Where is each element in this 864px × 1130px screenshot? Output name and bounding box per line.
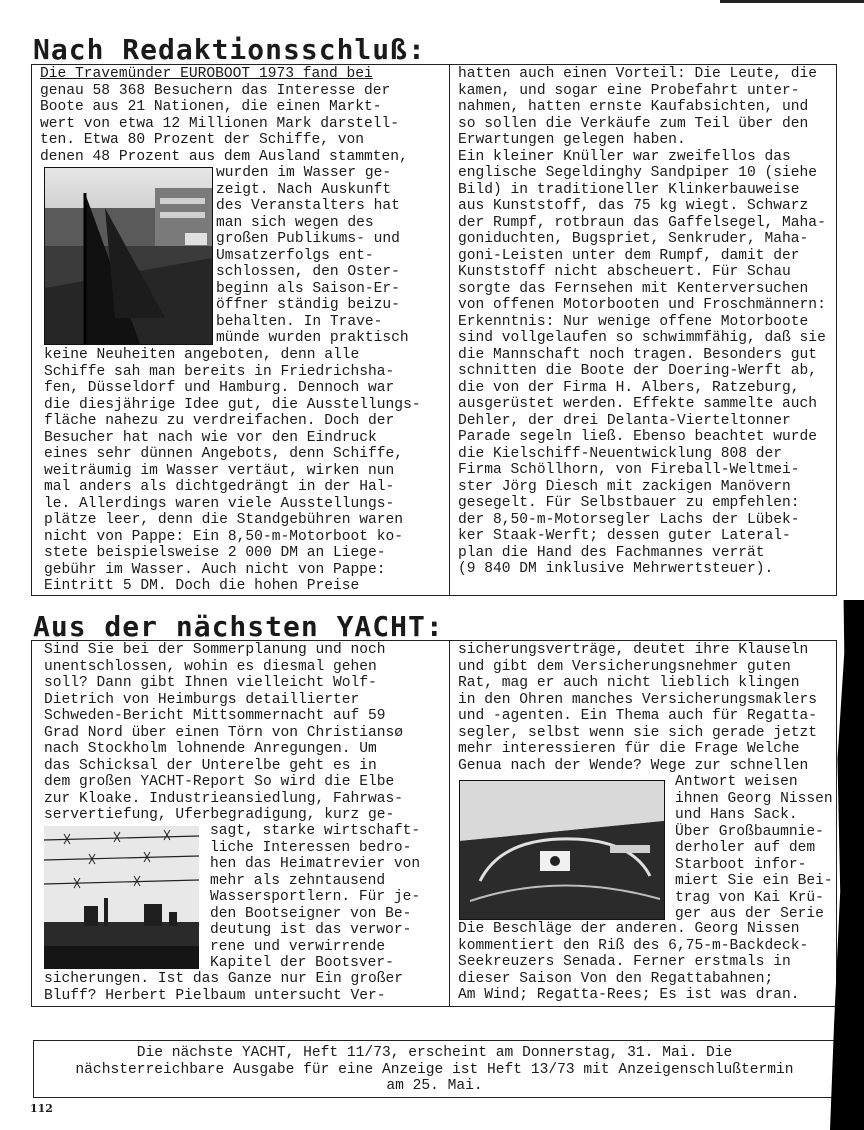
section1-col1-bottom — [44, 347, 421, 595]
text-line: Die Travemünder EUROBOOT 1973 fand bei — [40, 66, 373, 82]
text-line: sicherungen. Ist das Ganze nur Ein großer — [44, 971, 404, 987]
text-line: Ein kleiner Knüller war zweifellos das — [458, 148, 791, 165]
text-line: und -agenten. Ein Thema auch für Regatta- — [458, 708, 818, 724]
text-line: fen, Düsseldorf und Hamburg. Dennoch war — [44, 380, 395, 396]
text-line: Genua nach der Wende? Wege zur schnellen — [458, 757, 809, 774]
text-line: Erkenntnis: Nur wenige offene Motorboote — [458, 313, 809, 330]
text-line: der Rumpf, rotbraun das Gaffelsegel, Maha- — [458, 214, 826, 231]
text-line: hen das Heimatrevier von — [210, 856, 421, 872]
text-line: keine Neuheiten angeboten, denn alle — [44, 347, 360, 363]
notice-line: nächsterreichbare Ausgabe für eine Anzeige ist Heft 13/73 mit Anzeigenschlußtermin — [75, 1061, 794, 1078]
text-line: mal anders als dichtgedrängt in der Hal- — [44, 479, 395, 495]
text-line: münde wurden praktisch — [216, 330, 409, 346]
text-line: unentschlossen, wohin es diesmal gehen — [44, 658, 377, 675]
page-number: 112 — [30, 1102, 53, 1115]
text-line: sorgte das Fernsehen mit Kenterversuchen — [458, 280, 809, 297]
text-line: eines sehr dünnen Angebots, denn Schiffe, — [44, 446, 404, 462]
text-line: Dietrich von Heimburgs detaillierter — [44, 691, 360, 708]
text-line: der 8,50-m-Motorsegler Lachs der Lübek- — [458, 511, 800, 528]
text-line: Erwartungen gelegen haben. — [458, 132, 686, 148]
harbor-boat-illustration — [45, 168, 212, 344]
text-line: beginn als Saison-Er- — [216, 280, 400, 297]
text-line: fläche nahezu zu verdreifachen. Doch der — [44, 413, 395, 429]
text-line: Umsatzerfolgs ent- — [216, 247, 374, 264]
text-line: kamen, und sogar eine Probefahrt unter- — [458, 82, 800, 99]
text-line: wurden im Wasser ge- — [216, 165, 392, 181]
next-issue-notice — [33, 1040, 836, 1098]
text-line: ten. Etwa 80 Prozent der Schiffe, von — [40, 132, 365, 148]
text-line: Firma Schöllhorn, von Fireball-Weltmei- — [458, 462, 800, 478]
text-line: derholer auf dem — [675, 840, 816, 856]
section2-title: Aus der nächsten YACHT: — [33, 610, 444, 643]
text-line: Am Wind; Regatta-Rees; Es ist was dran. — [458, 987, 800, 1003]
text-line: die von der Firma H. Albers, Ratzeburg, — [458, 379, 800, 396]
section2-col2-wrap — [675, 774, 833, 923]
text-line: Wassersportlern. Für je- — [210, 889, 421, 905]
notice-line: am 25. Mai. — [386, 1078, 483, 1094]
deck-fitting-photo — [459, 780, 665, 920]
text-line: englische Segeldinghy Sandpiper 10 (siehe — [458, 165, 818, 181]
text-line: schnitten die Boote der Doering-Werft ab, — [458, 363, 818, 379]
section2-col1-bottom — [44, 971, 403, 1004]
text-line: in den Ohren manches Versicherungsmaklers — [458, 691, 818, 708]
text-line: Boote aus 21 Nationen, die einen Markt- — [40, 99, 382, 115]
text-line: sagt, starke wirtschaft- — [210, 823, 421, 839]
text-line: das Schicksal der Unterelbe geht es in — [44, 757, 377, 774]
text-line: mehr interessieren für die Frage Welche — [458, 741, 800, 757]
text-line: gebühr im Wasser. Auch nicht von Pappe: — [44, 561, 386, 578]
text-line: denen 48 Prozent aus dem Ausland stammten, — [40, 148, 408, 165]
text-line: ker Staak-Werft; dessen guter Lateral- — [458, 528, 791, 544]
section2-col2-bottom — [458, 921, 808, 1004]
text-line: Kunststoff nicht abscheuert. Für Schau — [458, 264, 791, 280]
text-line: Schiffe sah man bereits in Friedrichsha- — [44, 363, 395, 380]
text-line: Über Großbaumnie- — [675, 823, 824, 840]
text-line: Sind Sie bei der Sommerplanung und noch — [44, 642, 386, 658]
text-line: die diesjährige Idee gut, die Ausstellungs- — [44, 396, 421, 413]
section1-col2 — [458, 66, 826, 578]
text-line: Rat, mag er auch nicht lieblich klingen — [458, 675, 800, 691]
text-line: Schweden-Bericht Mittsommernacht auf 59 — [44, 708, 386, 724]
text-line: und Hans Sack. — [675, 807, 798, 823]
text-line: liche Interessen bedro- — [210, 839, 412, 856]
text-line: Antwort weisen — [675, 774, 798, 790]
text-line: Seekreuzers Senada. Ferner erstmals in — [458, 954, 791, 970]
industry-fence-photo — [44, 826, 199, 969]
text-line: Die Beschläge der anderen. Georg Nissen — [458, 921, 800, 937]
text-line: genau 58 368 Besuchern das Interesse der — [40, 82, 391, 99]
text-line: soll? Dann gibt Ihnen vielleicht Wolf- — [44, 675, 377, 691]
text-line: ger aus der Serie — [675, 906, 824, 922]
section1-column-divider — [449, 64, 450, 596]
text-line: Bluff? Herbert Pielbaum untersucht Ver- — [44, 987, 386, 1004]
text-line: Bild) in traditioneller Klinkerbauweise — [458, 181, 800, 198]
text-line: großen Publikums- und — [216, 231, 400, 247]
section1-col1-wrap — [216, 165, 409, 347]
text-line: Besucher hat nach wie vor den Eindruck — [44, 429, 377, 446]
text-line: man sich wegen des — [216, 214, 374, 231]
text-line: goni-Leisten unter dem Rumpf, damit der — [458, 247, 800, 264]
text-line: so sollen die Verkäufe zum Teil über den — [458, 115, 809, 132]
text-line: Grad Nord über einen Törn von Christiansø — [44, 724, 404, 741]
text-line: hatten auch einen Vorteil: Die Leute, die — [458, 66, 818, 82]
top-edge-mark — [720, 0, 864, 3]
text-line: weiträumig im Wasser vertäut, wirken nun — [44, 462, 395, 479]
boat-deck-illustration — [460, 781, 664, 919]
text-line: goniduchten, Bugspriet, Senkruder, Maha- — [458, 231, 809, 247]
section1-title: Nach Redaktionsschluß: — [33, 33, 426, 66]
text-line: Eintritt 5 DM. Doch die hohen Preise — [44, 578, 360, 594]
section2-col1-wrap — [210, 823, 420, 972]
text-line: plan die Hand des Fachmannes verrät — [458, 544, 765, 561]
text-line: den Bootseigner von Be- — [210, 905, 412, 922]
text-line: ihnen Georg Nissen — [675, 790, 833, 807]
text-line: rene und verwirrende — [210, 938, 386, 955]
text-line: zur Kloake. Industrieansiedlung, Fahrwas- — [44, 790, 404, 807]
text-line: gesegelt. Für Selbstbauer zu empfehlen: — [458, 495, 800, 511]
text-line: die Mannschaft noch tragen. Besonders gut — [458, 346, 818, 363]
text-line: öffner ständig beizu- — [216, 297, 400, 313]
text-line: dem großen YACHT-Report So wird die Elbe — [44, 774, 395, 790]
text-line: Starboot infor- — [675, 856, 807, 873]
text-line: mehr als zehntausend — [210, 872, 386, 889]
text-line: le. Allerdings waren viele Ausstellungs- — [44, 495, 395, 512]
notice-line: Die nächste YACHT, Heft 11/73, erscheint am Donnerstag, 31. Mai. Die — [136, 1045, 733, 1061]
barbed-wire-industry-illustration — [44, 826, 199, 969]
text-line: die Kielschiff-Neuentwicklung 808 der — [458, 445, 783, 462]
text-line: aus Kunststoff, das 75 kg wiegt. Schwarz — [458, 198, 809, 214]
section2-col2-top — [458, 642, 817, 774]
text-line: wert von etwa 12 Millionen Mark darstell- — [40, 115, 400, 132]
text-line: sicherungsverträge, deutet ihre Klauseln — [458, 642, 809, 658]
text-line: stete beispielsweise 2 000 DM an Liege- — [44, 545, 386, 561]
text-line: segler, selbst wenn sie sich gerade jetzt — [458, 724, 818, 741]
section1-col1-top — [40, 66, 408, 165]
text-line: plätze leer, denn die Standgebühren waren — [44, 512, 404, 528]
text-line: nicht von Pappe: Ein 8,50-m-Motorboot ko- — [44, 528, 404, 545]
section2-column-divider — [449, 640, 450, 1007]
text-line: miert Sie ein Bei- — [675, 873, 833, 889]
text-line: dieser Saison Von den Regattabahnen; — [458, 970, 774, 987]
text-line: schlossen, den Oster- — [216, 264, 400, 280]
text-line: von offenen Motorbooten und Froschmännern: — [458, 297, 826, 313]
text-line: sind vollgelaufen so schwimmfähig, daß sie — [458, 330, 826, 346]
text-line: nach Stockholm lohnende Anregungen. Um — [44, 741, 377, 757]
text-line: (9 840 DM inklusive Mehrwertsteuer). — [458, 561, 774, 577]
text-line: des Veranstalters hat — [216, 198, 400, 214]
text-line: und gibt dem Versicherungsnehmer guten — [458, 658, 791, 675]
text-line: behalten. In Trave- — [216, 313, 383, 330]
text-line: kommentiert den Riß des 6,75-m-Backdeck- — [458, 937, 809, 954]
text-line: zeigt. Nach Auskunft — [216, 181, 392, 198]
text-line: Dehler, der drei Delanta-Vierteltonner — [458, 412, 791, 429]
text-line: deutung ist das verwor- — [210, 922, 412, 938]
text-line: nahmen, hatten ernste Kaufabsichten, und — [458, 99, 809, 115]
text-line: ausgerüstet werden. Effekte sammelte auch — [458, 396, 818, 412]
text-line: trag von Kai Krü- — [675, 889, 824, 906]
section2-col1-top — [44, 642, 403, 824]
text-line: servertiefung, Uferbegradigung, kurz ge- — [44, 807, 395, 823]
text-line: Parade segeln ließ. Ebenso beachtet wurde — [458, 429, 818, 445]
harbor-boat-photo — [44, 167, 213, 345]
text-line: Kapitel der Bootsver- — [210, 955, 394, 971]
text-line: ster Jörg Diesch mit zackigen Manövern — [458, 478, 791, 495]
